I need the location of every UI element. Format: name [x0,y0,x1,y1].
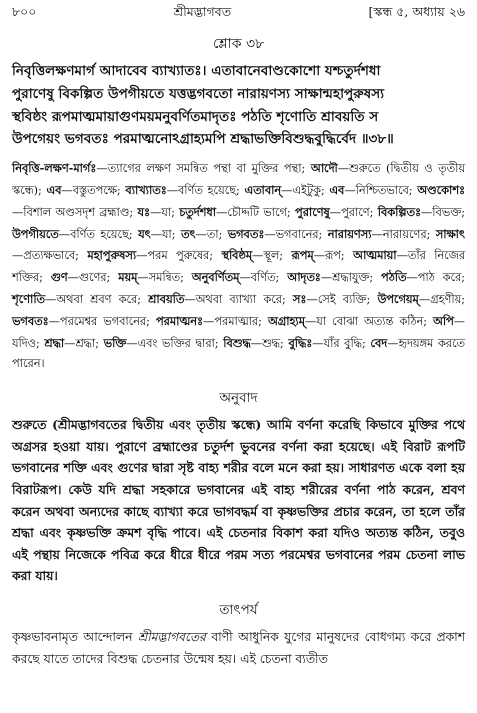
synonym-term: আত্মমায়া [353,248,397,263]
synonym-meaning: —শুদ্ধ; [250,336,284,350]
translation-text: শুরুতে (শ্রীমদ্ভাগবতের দ্বিতীয় এবং তৃতীয় স্কন্ধে) আমি বর্ণনা করেছি কিভাবে মুক্তির পথে অগ্রসর হওয়া যায়। পুরাণে ব্রহ্মাণ্ডের চতুর্দশ ভুবনের বর্ণনা করা হয়েছে। এই বিরাট রূপটি ভগবানের শক্তি এবং গুণের দ্বারা সৃষ্ট বাহ্য শরীর বলে মনে করা হয়। সাধারণত একে বলা হয় বিরাটরূপ। কেউ যদি শ্রদ্ধা সহকারে ভগবানের এই বাহ্য শরীরের বর্ণনা পাঠ করেন, শ্রবণ করেন অথবা অন্যদের কাছে ব্যাখ্যা করে ভাগবদ্ধর্ম বা কৃষ্ণভক্তির প্রচার করেন, তা হলে তাঁর শ্রদ্ধা এবং কৃষ্ণভক্তি ক্রমশ বৃদ্ধি পাবে। এই চেতনার বিকাশ করা যদিও অত্যন্ত কঠিন, তবুও এই পন্থায় নিজেকে পবিত্র করে ধীরে ধীরে পরম সত্য পরমেশ্বর ভগবানের পরম চেতনা লাভ করা যায়। [12,417,465,584]
synonym-meaning: —পরমেশ্বর ভগবানের; [48,314,150,328]
word-for-word-synonyms [12,158,465,375]
synonym-term: ভক্তি [103,335,127,350]
synonym-term: বিকল্পিতঃ [377,204,421,219]
synonym-term: বিশুদ্ধ [223,335,251,350]
synonym-term: যৎ [138,226,151,241]
synonym-term: নিবৃত্তি-লক্ষণ-মার্গঃ [12,161,97,176]
synonym-meaning: —শ্রদ্ধা; [64,336,100,350]
synonym-term: উপগীয়তে [12,226,59,241]
synonym-term: এব [46,182,62,197]
purport-heading: তাৎপর্য [219,601,258,618]
synonym-meaning: —বর্ণিত হয়েছে; [166,183,240,197]
canto-chapter-label: [স্কন্ধ ৫, অধ্যায় ২৬ [368,4,465,19]
synonym-meaning: —তাঁর নিজের শক্তির; [12,249,466,285]
synonym-term: ময়ম্ [118,270,138,285]
synonym-meaning: —অথবা ব্যাখ্যা করে; [184,292,286,306]
synonym-term: স্থবিষ্ঠম্ [221,248,253,263]
synonym-meaning: —গুণের; [67,271,111,285]
sanskrit-line: স্থবিষ্ঠং রূপমাত্মমায়াগুণময়মনুবর্ণিতমাদৃতঃ পঠতি শৃণোতি শ্রাবয়তি স [12,108,379,125]
synonym-meaning: —বিশাল অণ্ডসদৃশ ব্রহ্মাণ্ড; [12,205,134,219]
synonym-meaning: —যা; [150,227,176,241]
synonym-term: এতাবান্ [244,182,282,197]
sanskrit-line: পুরাণেষু বিকল্পিত উপগীয়তে যত্তদ্ভগবতো নারায়ণস্য সাক্ষান্মহাপুরুষস্য [12,85,385,102]
synonym-meaning: —সেই ব্যক্তি; [306,292,371,306]
synonym-term: বুদ্ধিঃ [288,335,313,350]
synonym-term: অনুবর্ণিতম্ [191,270,240,285]
synonym-meaning: —পুরাণে; [329,205,374,219]
synonym-term: সাক্ষাৎ [435,226,465,241]
synonym-meaning: —বর্ণিত; [239,271,280,285]
synonym-term: সঃ [292,291,307,306]
synonym-meaning: —প্রত্যক্ষভাবে; [12,249,79,263]
synonym-meaning: —গ্রহণীয়; [418,292,466,306]
synonym-meaning: —যা বোঝা অত্যন্ত কঠিন; [304,314,428,328]
page-number: ৮০০ [12,4,37,19]
synonym-meaning: —তা; [195,227,223,241]
purport-book-name: শ্রীমদ্ভাগবতের [137,629,206,644]
synonym-term: অগ্রাহ্যম্ [267,313,305,328]
synonym-term: মহাপুরুষস্য [87,248,137,263]
synonym-meaning: —এইটুকু; [281,183,325,197]
synonym-term: পুরাণেষু [295,204,330,219]
page-header [12,4,465,24]
synonym-term: শ্রদ্ধা [44,335,65,350]
synonym-term: আদৌ [310,161,338,176]
synonym-meaning: —পরম পুরুষের; [136,249,214,263]
synonym-term: তৎ [180,226,196,241]
synonym-term: শ্রাবয়তি [148,291,185,306]
synonym-term: যঃ [137,204,150,219]
synonym-term: শৃণোতি [12,291,46,306]
synonym-term: উপগেয়ম্ [377,291,419,306]
book-title: শ্রীমদ্ভাগবত [173,4,232,19]
synonym-meaning: —নিশ্চিতভাবে; [344,183,413,197]
synonym-meaning: —স্থূল; [252,249,284,263]
synonym-meaning: —পরমাত্মার; [203,314,262,328]
purport-text [12,626,465,670]
translation-heading: অনুবাদ [219,390,258,407]
sanskrit-line: নিবৃত্তিলক্ষণমার্গ আদাবেব ব্যাখ্যাতঃ। এতাবানেবাণ্ডকোশো যশ্চতুর্দশধা [12,63,381,79]
synonym-term: ভগবতঃ [227,226,265,241]
synonym-term: রূপম্ [291,248,314,263]
synonym-meaning: —রূপ; [313,249,345,263]
synonym-meaning: —ত্যাগের লক্ষণ সমন্বিত পন্থা বা মুক্তির পন্থা; [96,162,306,176]
synonym-meaning: —ভগবানের; [264,227,323,241]
synonym-term: পঠতি [381,270,407,285]
synonym-term: ব্যাখ্যাতঃ [125,182,167,197]
synonym-meaning: —অথবা শ্রবণ করে; [45,292,142,306]
purport-text-rest: বাণী আধুনিক যুগের মানুষদের বোধগম্য করে প্রকাশ করছে যাতে তাদের বিশুদ্ধ চেতনার উন্মেষ হয়। এই চেতনা ব্যতীত [12,629,465,666]
synonym-meaning: —শুরুতে (দ্বিতীয় ও তৃতীয় স্কন্ধে); [12,162,465,197]
synonym-meaning: —চৌদ্দটি ভাগে; [216,205,291,219]
synonym-meaning: —সমন্বিত; [137,271,184,285]
synonym-term: অপি [433,313,454,328]
synonym-term: আদৃতঃ [287,270,321,285]
synonym-term: নারায়ণস্য [327,226,372,241]
synonym-meaning: —বর্ণিত হয়েছে; [58,227,133,241]
synonym-meaning: —এবং ভক্তির দ্বারা; [126,336,219,350]
synonym-term: চতুর্দশধা [179,204,216,219]
synonym-meaning: —শ্রদ্ধাযুক্ত; [320,271,374,285]
synonym-meaning: —পাঠ করে; [406,271,466,285]
synonym-meaning: —যদিও; [12,314,466,350]
synonym-meaning: —নারায়ণের; [371,227,431,241]
synonym-term: গুণ [50,270,68,285]
synonym-meaning: —বস্তুতপক্ষে; [61,183,121,197]
verse-title: শ্লোক ৩৮ [212,36,265,52]
synonym-meaning: —যা; [149,205,175,219]
synonym-meaning: —যাঁর বুদ্ধি; [312,336,366,350]
synonym-meaning: —হৃদয়ঙ্গম করতে পারেন। [12,336,466,371]
synonym-term: ভগবতঃ [12,313,49,328]
sanskrit-line: উপগেয়ং ভগবতঃ পরমাত্মনোঽগ্রাহ্যমপি শ্রদ্ধাভক্তিবিশুদ্ধবুদ্ধির্বেদ ॥৩৮॥ [12,131,394,148]
synonym-term: পরমাত্মনঃ [155,313,204,328]
synonym-term: অণ্ডকোশঃ [417,182,466,197]
sanskrit-verse [12,60,465,151]
synonym-term: এব [329,182,345,197]
purport-text-start: কৃষ্ণভাবনামৃত আন্দোলন [12,629,138,644]
synonym-term: বেদ [370,335,388,350]
synonym-meaning: —বিভক্ত; [420,205,465,219]
